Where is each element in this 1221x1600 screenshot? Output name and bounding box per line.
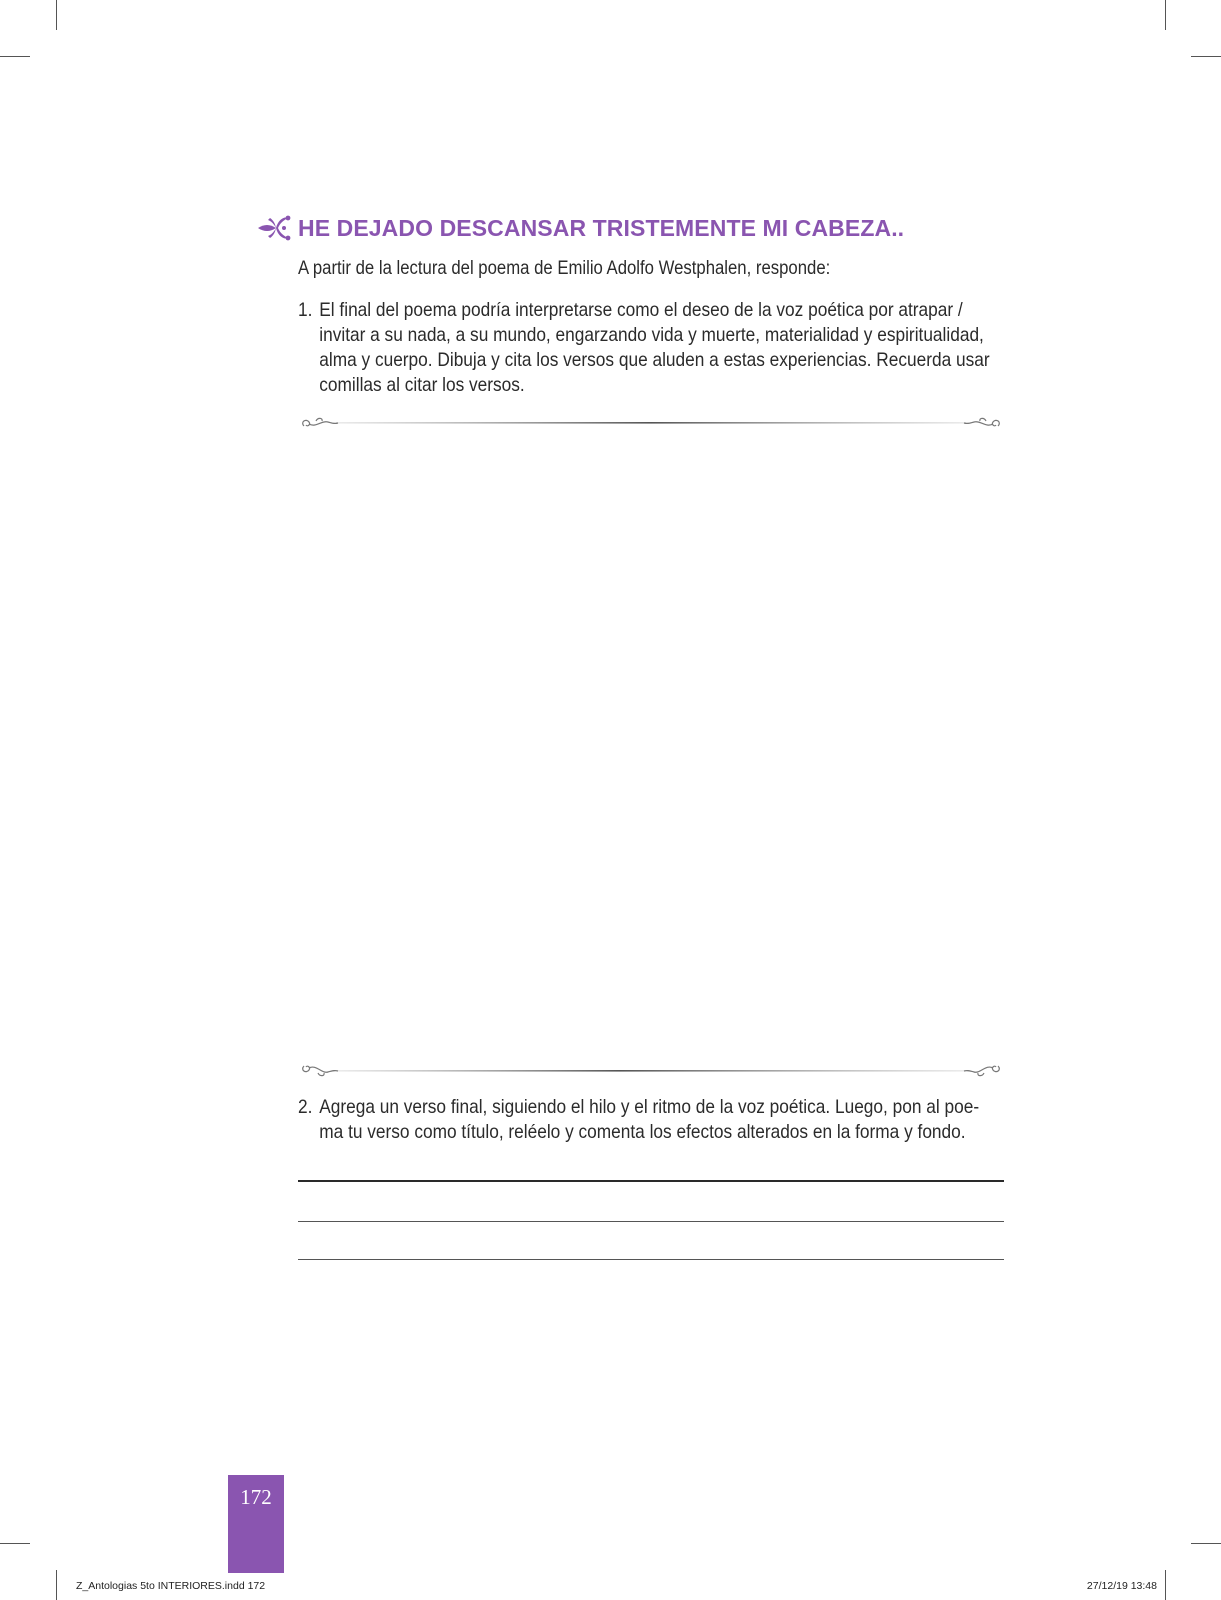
question-line: comillas al citar los versos. [319,374,525,396]
date-slug: 27/12/19 13:48 [1086,1580,1157,1592]
question-2 [298,1095,1007,1145]
page-number-tab [228,1475,284,1573]
flourish-divider-bottom [298,1058,1004,1082]
crop-mark-bottom-left [56,1570,57,1600]
question-number: 1. [298,299,313,321]
crop-mark-top-left [56,0,57,30]
section-header [256,208,1016,248]
intro-text: A partir de la lectura del poema de Emilio Adolfo Westphalen, responde: [298,258,831,279]
crop-mark-top-right-h [1191,56,1221,57]
answer-line[interactable] [298,1180,1004,1182]
crop-mark-top-right [1165,0,1166,30]
page-number: 172 [240,1485,272,1509]
question-line: El final del poema podría interpretarse como el deseo de la voz poética por atrapar / [319,299,963,321]
crop-mark-bottom-right [1165,1570,1166,1600]
fleur-ornament-icon [256,210,292,246]
answer-line[interactable] [298,1259,1004,1260]
question-line: Agrega un verso final, siguiendo el hilo y el ritmo de la voz poética. Luego, pon al poe- [319,1096,980,1118]
question-line: invitar a su nada, a su mundo, engarzando vida y muerte, materialidad y espiritualidad, [319,324,984,346]
answer-line[interactable] [298,1221,1004,1222]
file-slug: Z_Antologias 5to INTERIORES.indd 172 [76,1580,266,1592]
crop-mark-bottom-left-h [0,1543,30,1544]
section-title: HE DEJADO DESCANSAR TRISTEMENTE MI CABEZA.. [298,214,905,241]
crop-mark-top-left-h [0,56,30,57]
flourish-divider-top [298,412,1004,436]
question-number: 2. [298,1096,313,1118]
crop-mark-bottom-right-h [1191,1543,1221,1544]
question-line: ma tu verso como título, reléelo y comenta los efectos alterados en la forma y fondo. [319,1121,966,1143]
question-1 [298,298,1007,398]
question-line: alma y cuerpo. Dibuja y cita los versos que aluden a estas experiencias. Recuerda usar [319,349,990,371]
